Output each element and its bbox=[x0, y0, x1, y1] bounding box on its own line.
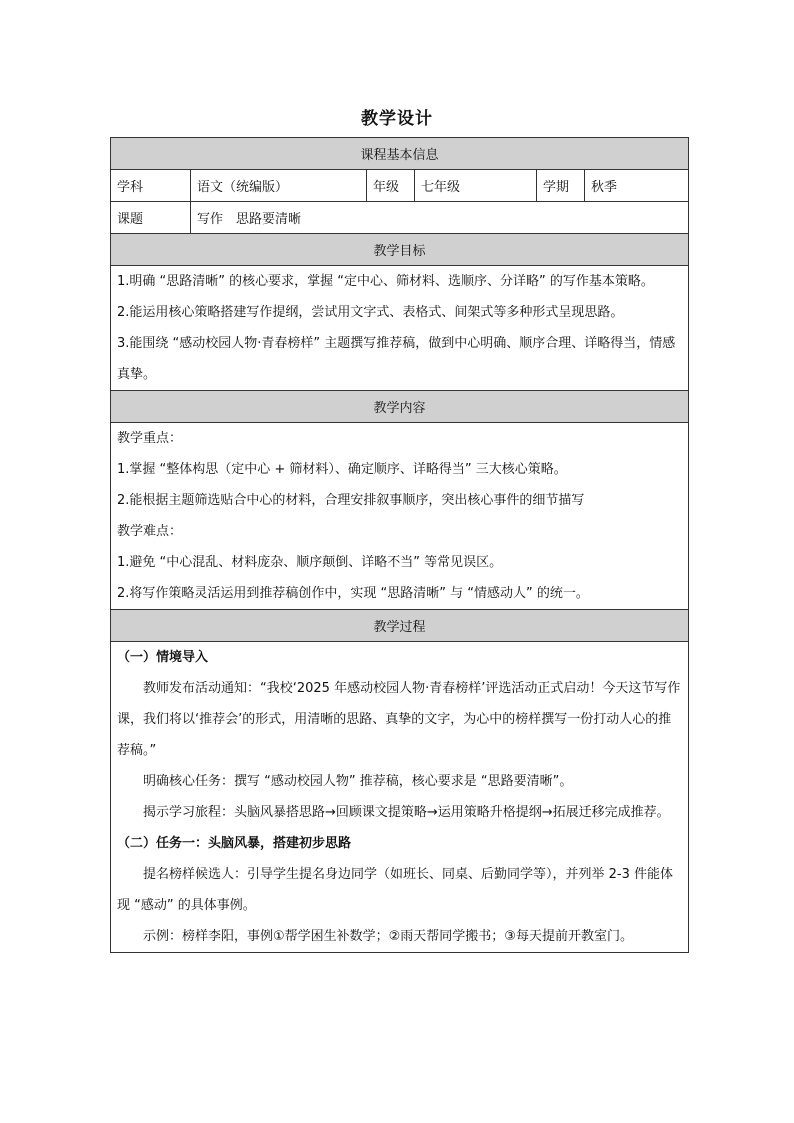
basic-info-header: 课程基本信息 bbox=[111, 138, 689, 170]
objective-item: 2.能运用核心策略搭建写作提纲，尝试用文字式、表格式、间架式等多种形式呈现思路。 bbox=[117, 305, 624, 320]
objective-item: 3.能围绕 “感动校园人物·青春榜样” 主题撰写推荐稿，做到中心明确、顺序合理、详略得当，情感真挚。 bbox=[117, 336, 676, 382]
section-paragraph: 明确核心任务：撰写 “感动校园人物” 推荐稿，核心要求是 “思路要清晰”。 bbox=[143, 774, 573, 789]
term-value: 秋季 bbox=[585, 170, 689, 202]
process-body bbox=[111, 642, 689, 953]
key-point-item: 2.能根据主题筛选贴合中心的材料，合理安排叙事顺序，突出核心事件的细节描写 bbox=[117, 493, 585, 508]
subject-value: 语文（统编版） bbox=[191, 170, 367, 202]
section-paragraph: 提名榜样候选人：引导学生提名身边同学（如班长、同桌、后勤同学等），并列举 2-3 件能体现 “感动” 的具体事例。 bbox=[117, 867, 673, 913]
term-label: 学期 bbox=[537, 170, 585, 202]
subject-label: 学科 bbox=[111, 170, 191, 202]
grade-value: 七年级 bbox=[415, 170, 537, 202]
topic-row bbox=[111, 202, 689, 234]
key-points-label: 教学重点： bbox=[117, 431, 183, 446]
content-body bbox=[111, 423, 689, 610]
topic-value: 写作 思路要清晰 bbox=[191, 202, 689, 234]
basic-info-row bbox=[111, 170, 689, 202]
section-paragraph: 教师发布活动通知：“我校‘2025 年感动校园人物·青春榜样’评选活动正式启动！今天这节写作课，我们将以‘推荐会’的形式，用清晰的思路、真挚的文字，为心中的榜样撰写一份打动人心的推荐稿。” bbox=[117, 681, 681, 758]
section-paragraph: 揭示学习旅程：头脑风暴搭思路→回顾课文提策略→运用策略升格提纲→拓展迁移完成推荐。 bbox=[143, 805, 670, 820]
content-header: 教学内容 bbox=[111, 391, 689, 423]
lesson-plan-table bbox=[110, 137, 689, 953]
difficulty-item: 1.避免 “中心混乱、材料庞杂、顺序颠倒、详略不当” 等常见误区。 bbox=[117, 555, 503, 570]
objective-item: 1.明确 “思路清晰” 的核心要求，掌握 “定中心、筛材料、选顺序、分详略” 的写作基本策略。 bbox=[117, 274, 654, 289]
section-paragraph: 示例：榜样李阳，事例①帮学困生补数学；②雨天帮同学搬书；③每天提前开教室门。 bbox=[143, 929, 633, 944]
process-header: 教学过程 bbox=[111, 610, 689, 642]
section-title-intro: （一）情境导入 bbox=[117, 650, 209, 665]
key-point-item: 1.掌握 “整体构思（定中心 + 筛材料）、确定顺序、详略得当” 三大核心策略。 bbox=[117, 462, 567, 477]
objectives-header: 教学目标 bbox=[111, 234, 689, 266]
difficulty-label: 教学难点： bbox=[117, 524, 183, 539]
difficulty-item: 2.将写作策略灵活运用到推荐稿创作中，实现 “思路清晰” 与 “情感动人” 的统一。 bbox=[117, 586, 589, 601]
section-title-task1: （二）任务一：头脑风暴，搭建初步思路 bbox=[117, 836, 352, 851]
objectives-body bbox=[111, 266, 689, 391]
grade-label: 年级 bbox=[367, 170, 415, 202]
document-title: 教学设计 bbox=[361, 109, 433, 129]
topic-label: 课题 bbox=[111, 202, 191, 234]
